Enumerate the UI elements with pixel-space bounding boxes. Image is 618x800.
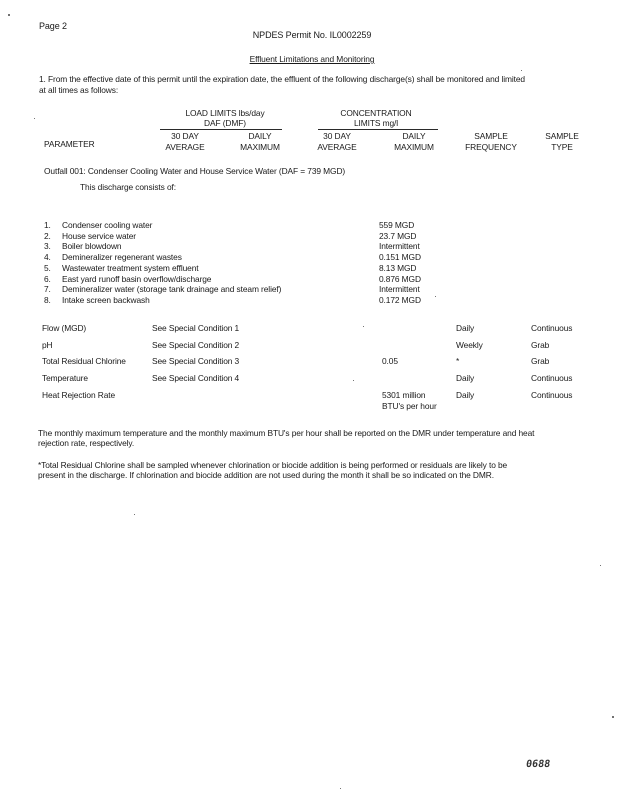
scan-speck: [340, 788, 341, 789]
temperature-note-line-1: The monthly maximum temperature and the monthly maximum BTU's per hour shall be reported on the DMR under temperature and heat: [38, 428, 535, 438]
discharge-number: 3.: [44, 241, 51, 252]
conc-30day-value: 0.05: [382, 356, 398, 366]
permit-number: NPDES Permit No. IL0002259: [252, 30, 372, 40]
sample-frequency-heading-a: SAMPLE: [474, 131, 508, 141]
sample-type: Grab: [531, 356, 550, 366]
scan-speck: [134, 514, 135, 515]
conc-30day-value-line-2: BTU's per hour: [382, 401, 437, 411]
conc-30day-heading-b: AVERAGE: [317, 142, 357, 152]
section-title: Effluent Limitations and Monitoring: [249, 54, 375, 64]
intro-line-1: 1. From the effective date of this permit until the expiration date, the effluent of the following discharge(s) shall be monitored and limited: [39, 74, 525, 84]
discharge-value: 0.876 MGD: [379, 273, 421, 284]
sample-frequency: Weekly: [456, 340, 483, 350]
temperature-note-line-2: rejection rate, respectively.: [38, 438, 135, 448]
sample-type: Continuous: [531, 390, 573, 400]
conc-30day-value: 5301 million: [382, 390, 426, 400]
conc-daily-heading-a: DAILY: [402, 131, 426, 141]
sample-frequency: Daily: [456, 323, 475, 333]
concentration-subheading: LIMITS mg/l: [353, 118, 399, 128]
discharge-number: 1.: [44, 220, 51, 230]
discharge-value: 8.13 MGD: [379, 262, 417, 273]
scan-speck: [600, 565, 601, 566]
discharge-number: 2.: [44, 230, 51, 241]
intro-line-2: at all times as follows:: [39, 85, 119, 95]
special-condition: See Special Condition 4: [152, 373, 240, 383]
load-30day-heading-b: AVERAGE: [165, 142, 205, 152]
sample-frequency: Daily: [456, 373, 475, 383]
discharge-number: 8.: [44, 294, 51, 305]
discharge-value: 559 MGD: [379, 220, 415, 230]
parameter-name: Temperature: [42, 373, 88, 383]
conc-daily-heading-b: MAXIMUM: [394, 142, 434, 152]
page-stamp: 0688: [525, 759, 551, 770]
concentration-heading: CONCENTRATION: [340, 108, 412, 118]
parameter-name: Flow (MGD): [42, 323, 87, 333]
discharge-number: 7.: [44, 284, 51, 295]
discharge-label: Demineralizer regenerant wastes: [62, 252, 182, 263]
sample-type: Continuous: [531, 373, 573, 383]
page-label: Page 2: [39, 21, 67, 31]
chlorine-note-line-2: present in the discharge. If chlorination and biocide addition are not used during the month it shall be so indicated on the DMR.: [38, 470, 494, 480]
discharge-label: Demineralizer water (storage tank drainage and steam relief): [62, 284, 282, 295]
scan-speck: [612, 716, 614, 718]
parameter-name: Heat Rejection Rate: [42, 390, 116, 400]
parameter-name: pH: [42, 340, 53, 350]
sample-type: Continuous: [531, 323, 573, 333]
chlorine-note-line-1: *Total Residual Chlorine shall be sampled whenever chlorination or biocide addition is being performed or residuals are likely to be: [38, 460, 508, 470]
discharge-label: Boiler blowdown: [62, 241, 122, 252]
discharge-label: Intake screen backwash: [62, 294, 150, 305]
load-daily-heading-a: DAILY: [248, 131, 272, 141]
parameter-heading: PARAMETER: [44, 139, 95, 149]
sample-type-heading-b: TYPE: [551, 142, 573, 152]
discharge-label: Condenser cooling water: [62, 220, 153, 230]
sample-frequency: *: [456, 356, 460, 366]
load-limits-subheading: DAF (DMF): [204, 118, 246, 128]
discharge-value: 0.172 MGD: [379, 294, 421, 305]
discharge-value: Intermittent: [379, 241, 420, 252]
special-condition: See Special Condition 3: [152, 356, 240, 366]
discharge-number: 6.: [44, 273, 51, 284]
discharge-label: House service water: [62, 230, 136, 241]
outfall-consists: This discharge consists of:: [80, 182, 176, 192]
outfall-title: Outfall 001: Condenser Cooling Water and House Service Water (DAF = 739 MGD): [44, 166, 346, 176]
scan-speck: [34, 118, 35, 119]
sample-type: Grab: [531, 340, 550, 350]
discharge-number: 4.: [44, 252, 51, 263]
discharge-label: Wastewater treatment system effluent: [62, 262, 199, 273]
load-limits-heading: LOAD LIMITS lbs/day: [185, 108, 265, 118]
special-condition: See Special Condition 1: [152, 323, 240, 333]
discharge-value: Intermittent: [379, 284, 420, 295]
sample-frequency-heading-b: FREQUENCY: [465, 142, 517, 152]
scan-speck: [363, 326, 364, 327]
discharge-label: East yard runoff basin overflow/discharge: [62, 273, 212, 284]
load-30day-heading-a: 30 DAY: [171, 131, 199, 141]
load-limits-rule: [160, 129, 282, 130]
sample-frequency: Daily: [456, 390, 475, 400]
discharge-value: 0.151 MGD: [379, 252, 421, 263]
scan-speck: [435, 296, 436, 297]
scan-speck: [521, 70, 522, 71]
discharge-number: 5.: [44, 262, 51, 273]
discharge-value: 23.7 MGD: [379, 230, 417, 241]
special-condition: See Special Condition 2: [152, 340, 240, 350]
scan-speck: [353, 380, 354, 381]
conc-30day-heading-a: 30 DAY: [323, 131, 351, 141]
scan-speck: [8, 14, 10, 16]
concentration-rule: [318, 129, 438, 130]
parameter-name: Total Residual Chlorine: [42, 356, 126, 366]
sample-type-heading-a: SAMPLE: [545, 131, 579, 141]
load-daily-heading-b: MAXIMUM: [240, 142, 280, 152]
